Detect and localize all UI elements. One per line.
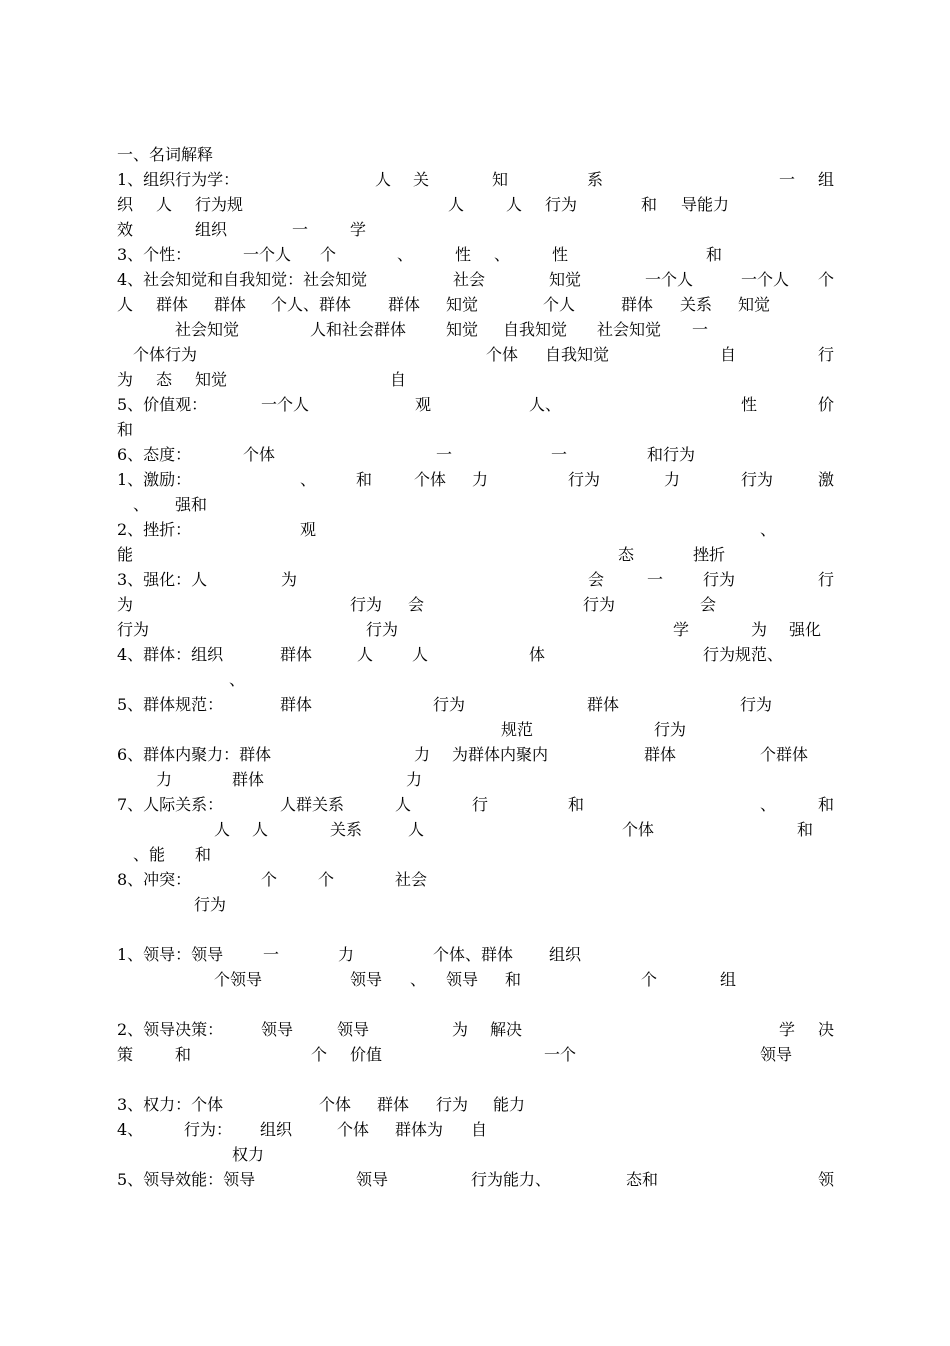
text-segment: 人群关系 — [280, 795, 345, 814]
text-segment: 策 — [117, 1045, 134, 1064]
text-segment: 个体 — [319, 1095, 352, 1114]
text-segment: 观 — [300, 520, 317, 539]
text-segment: 行为 — [740, 695, 773, 714]
text-segment: 性 — [552, 245, 569, 264]
text-segment: 知 — [492, 170, 509, 189]
text-segment: 自 — [471, 1120, 488, 1139]
text-segment: 为 — [117, 595, 134, 614]
text-segment: 行 — [818, 345, 835, 364]
text-segment: 体 — [529, 645, 546, 664]
text-segment: 态 — [156, 370, 173, 389]
text-line — [0, 1144, 950, 1166]
text-segment: 自我知觉 — [503, 320, 568, 339]
text-segment: 为群体内聚内 — [452, 745, 549, 764]
text-line — [0, 794, 950, 816]
text-line — [0, 269, 950, 291]
text-segment: 规范 — [501, 720, 534, 739]
text-segment: 行为 — [583, 595, 616, 614]
text-segment: 、 — [410, 970, 427, 989]
text-segment: 和 — [356, 470, 373, 489]
text-segment: 一 — [551, 445, 568, 464]
text-segment: 个体行为 — [133, 345, 198, 364]
text-line — [0, 219, 950, 241]
text-segment: 1、组织行为学： — [117, 170, 240, 189]
text-segment: 行为能力、 — [471, 1170, 552, 1189]
text-segment: 5、价值观： — [117, 395, 208, 414]
text-segment: 为 — [281, 570, 298, 589]
text-segment: 4、 — [117, 1120, 144, 1139]
text-segment: 个人、群体 — [271, 295, 352, 314]
text-segment: 、 — [760, 520, 777, 539]
text-segment: 群体 — [644, 745, 677, 764]
text-line — [0, 569, 950, 591]
text-segment: 价值 — [350, 1045, 383, 1064]
text-segment: 学 — [350, 220, 367, 239]
text-line — [0, 1019, 950, 1041]
text-line — [0, 694, 950, 716]
text-segment: 知觉 — [446, 320, 479, 339]
text-segment: 自 — [720, 345, 737, 364]
text-line — [0, 369, 950, 391]
text-segment: 个 — [318, 870, 335, 889]
text-segment: 个体 — [414, 470, 447, 489]
text-segment: 3、强化：人 — [117, 570, 208, 589]
text-segment: 3、权力：个体 — [117, 1095, 224, 1114]
text-segment: 一 — [292, 220, 309, 239]
text-segment: 性 — [455, 245, 472, 264]
text-line — [0, 1119, 950, 1141]
text-segment: 个领导 — [214, 970, 263, 989]
text-segment: 力 — [338, 945, 355, 964]
text-segment: 4、群体：组织 — [117, 645, 224, 664]
text-segment: 领导 — [350, 970, 383, 989]
text-segment: 知觉 — [549, 270, 582, 289]
text-segment: 人 — [412, 645, 429, 664]
text-segment: 2、领导决策： — [117, 1020, 224, 1039]
text-segment: 和 — [706, 245, 723, 264]
text-segment: 4、社会知觉和自我知觉：社会知觉 — [117, 270, 368, 289]
text-segment: 人 — [448, 195, 465, 214]
text-line — [0, 669, 950, 691]
text-segment: 6、态度： — [117, 445, 192, 464]
text-segment: 和 — [818, 795, 835, 814]
text-segment: 人 — [117, 295, 134, 314]
text-segment: 个 — [641, 970, 658, 989]
text-segment: 一 — [436, 445, 453, 464]
text-segment: 一 — [263, 945, 280, 964]
text-segment: 人 — [357, 645, 374, 664]
text-segment: 观 — [415, 395, 432, 414]
text-segment: 权力 — [232, 1145, 265, 1164]
text-segment: 社会 — [395, 870, 428, 889]
text-segment: 行为 — [654, 720, 687, 739]
text-line — [0, 844, 950, 866]
text-line — [0, 444, 950, 466]
text-line — [0, 969, 950, 991]
text-segment: 人 — [408, 820, 425, 839]
text-segment: 关系 — [330, 820, 363, 839]
text-segment: 个人 — [543, 295, 576, 314]
text-segment: 决 — [818, 1020, 835, 1039]
text-segment: 群体 — [377, 1095, 410, 1114]
text-segment: 领导 — [337, 1020, 370, 1039]
text-segment: 群体 — [621, 295, 654, 314]
text-segment: 、 — [494, 245, 511, 264]
text-segment: 、 — [760, 795, 777, 814]
text-segment: 人 — [375, 170, 392, 189]
text-segment: 8、冲突： — [117, 870, 192, 889]
text-segment: 个体 — [337, 1120, 370, 1139]
text-segment: 知觉 — [738, 295, 771, 314]
text-segment: 群体 — [214, 295, 247, 314]
text-line — [0, 519, 950, 541]
text-line — [0, 869, 950, 891]
text-segment: 会 — [700, 595, 717, 614]
text-line — [0, 469, 950, 491]
text-segment: 人 — [395, 795, 412, 814]
text-segment: 5、群体规范： — [117, 695, 224, 714]
text-segment: 行为 — [433, 695, 466, 714]
text-line — [0, 1044, 950, 1066]
text-segment: 关系 — [680, 295, 713, 314]
text-segment: 会 — [588, 570, 605, 589]
text-segment: 个 — [261, 870, 278, 889]
text-segment: 一个人 — [645, 270, 694, 289]
text-segment: 群体 — [232, 770, 265, 789]
text-segment: 、 — [229, 670, 246, 689]
text-line — [0, 419, 950, 441]
text-segment: 知觉 — [446, 295, 479, 314]
text-line — [0, 719, 950, 741]
text-segment: 和 — [797, 820, 814, 839]
text-segment: 群体 — [388, 295, 421, 314]
text-line — [0, 394, 950, 416]
text-segment: 组织 — [260, 1120, 293, 1139]
text-segment: 态 — [618, 545, 635, 564]
text-segment: 一 — [647, 570, 664, 589]
text-line — [0, 244, 950, 266]
text-segment: 人 — [506, 195, 523, 214]
text-line — [0, 544, 950, 566]
text-segment: 和 — [641, 195, 658, 214]
text-segment: 5、领导效能：领导 — [117, 1170, 256, 1189]
text-segment: 领导 — [356, 1170, 389, 1189]
text-segment: 为 — [751, 620, 768, 639]
text-line — [0, 819, 950, 841]
text-segment: 激 — [818, 470, 835, 489]
text-segment: 性 — [741, 395, 758, 414]
text-segment: 会 — [408, 595, 425, 614]
text-segment: 行为规范、 — [703, 645, 784, 664]
text-segment: 6、群体内聚力：群体 — [117, 745, 272, 764]
heading-text: 一、名词解释 — [117, 145, 214, 164]
text-segment: 行为 — [117, 620, 150, 639]
text-segment: 系 — [587, 170, 604, 189]
text-segment: 导能力 — [681, 195, 730, 214]
text-segment: 群体为 — [395, 1120, 444, 1139]
text-segment: 和 — [568, 795, 585, 814]
text-segment: 行为 — [741, 470, 774, 489]
text-segment: 行 — [472, 795, 489, 814]
text-segment: 个 — [818, 270, 835, 289]
text-segment: 为 — [117, 370, 134, 389]
text-segment: 个体 — [486, 345, 519, 364]
text-segment: 力 — [406, 770, 423, 789]
text-segment: 组 — [720, 970, 737, 989]
text-line — [0, 294, 950, 316]
text-segment: 、 — [300, 470, 317, 489]
text-segment: 力 — [664, 470, 681, 489]
text-segment: 行为 — [350, 595, 383, 614]
text-segment: 行为 — [545, 195, 578, 214]
text-segment: 态和 — [626, 1170, 659, 1189]
text-line — [0, 169, 950, 191]
text-segment: 、 — [397, 245, 414, 264]
text-segment: 和 — [505, 970, 522, 989]
text-segment: 力 — [156, 770, 173, 789]
text-segment: 关 — [413, 170, 430, 189]
text-segment: 力 — [414, 745, 431, 764]
text-segment: 、能 — [133, 845, 166, 864]
text-segment: 学 — [673, 620, 690, 639]
text-segment: 和 — [175, 1045, 192, 1064]
text-segment: 群体 — [587, 695, 620, 714]
text-segment: 社会知觉 — [597, 320, 662, 339]
text-line — [0, 744, 950, 766]
text-segment: 个 — [320, 245, 337, 264]
text-segment: 组 — [818, 170, 835, 189]
text-segment: 7、人际关系： — [117, 795, 224, 814]
text-segment: 挫折 — [693, 545, 726, 564]
text-segment: 人 — [252, 820, 269, 839]
text-segment: 组织 — [549, 945, 582, 964]
text-line — [0, 594, 950, 616]
text-line — [0, 894, 950, 916]
text-segment: 一个人 — [261, 395, 310, 414]
text-line — [0, 1169, 950, 1191]
text-segment: 一 — [692, 320, 709, 339]
text-segment: 和行为 — [647, 445, 696, 464]
text-segment: 一个人 — [243, 245, 292, 264]
text-segment: 学 — [779, 1020, 796, 1039]
text-segment: 人和社会群体 — [310, 320, 407, 339]
text-segment: 解决 — [490, 1020, 523, 1039]
text-segment: 1、领导：领导 — [117, 945, 224, 964]
text-line — [0, 319, 950, 341]
text-segment: 力 — [472, 470, 489, 489]
text-line — [0, 944, 950, 966]
text-segment: 行为 — [194, 895, 227, 914]
text-segment: 和 — [195, 845, 212, 864]
text-segment: 人 — [156, 195, 173, 214]
text-segment: 群体 — [280, 645, 313, 664]
text-line — [0, 344, 950, 366]
text-segment: 人、 — [529, 395, 562, 414]
text-segment: 一个 — [544, 1045, 577, 1064]
text-segment: 社会 — [453, 270, 486, 289]
text-line — [0, 1094, 950, 1116]
text-segment: 行为 — [436, 1095, 469, 1114]
text-segment: 个 — [311, 1045, 328, 1064]
text-line — [0, 769, 950, 791]
text-line — [0, 644, 950, 666]
text-segment: 知觉 — [195, 370, 228, 389]
text-segment: 能力 — [493, 1095, 526, 1114]
text-segment: 行为 — [366, 620, 399, 639]
text-segment: 领导 — [760, 1045, 793, 1064]
text-segment: 织 — [117, 195, 134, 214]
text-segment: 领导 — [446, 970, 479, 989]
text-segment: 一 — [779, 170, 796, 189]
text-segment: 行 — [818, 570, 835, 589]
text-segment: 个体、群体 — [433, 945, 514, 964]
text-segment: 价 — [818, 395, 835, 414]
text-line — [0, 619, 950, 641]
text-segment: 个体 — [622, 820, 655, 839]
text-segment: 能 — [117, 545, 134, 564]
text-segment: 强和 — [175, 495, 208, 514]
text-segment: 自我知觉 — [545, 345, 610, 364]
text-segment: 一个人 — [741, 270, 790, 289]
text-segment: 自 — [390, 370, 407, 389]
text-segment: 人 — [214, 820, 231, 839]
text-segment: 2、挫折： — [117, 520, 192, 539]
text-line — [0, 194, 950, 216]
text-segment: 行为 — [568, 470, 601, 489]
text-segment: 1、激励： — [117, 470, 192, 489]
text-segment: 行为 — [703, 570, 736, 589]
text-segment: 强化 — [789, 620, 822, 639]
text-segment: 个体 — [243, 445, 276, 464]
text-line — [0, 144, 950, 166]
text-segment: 为 — [452, 1020, 469, 1039]
text-segment: 、 — [133, 495, 150, 514]
text-segment: 群体 — [280, 695, 313, 714]
text-segment: 个群体 — [760, 745, 809, 764]
text-segment: 组织 — [195, 220, 228, 239]
text-segment: 群体 — [156, 295, 189, 314]
text-segment: 3、个性： — [117, 245, 192, 264]
text-segment: 行为： — [184, 1120, 233, 1139]
text-line — [0, 494, 950, 516]
text-segment: 领导 — [261, 1020, 294, 1039]
text-segment: 社会知觉 — [175, 320, 240, 339]
text-segment: 领 — [818, 1170, 835, 1189]
text-segment: 和 — [117, 420, 134, 439]
text-segment: 行为规 — [195, 195, 244, 214]
text-segment: 效 — [117, 220, 134, 239]
